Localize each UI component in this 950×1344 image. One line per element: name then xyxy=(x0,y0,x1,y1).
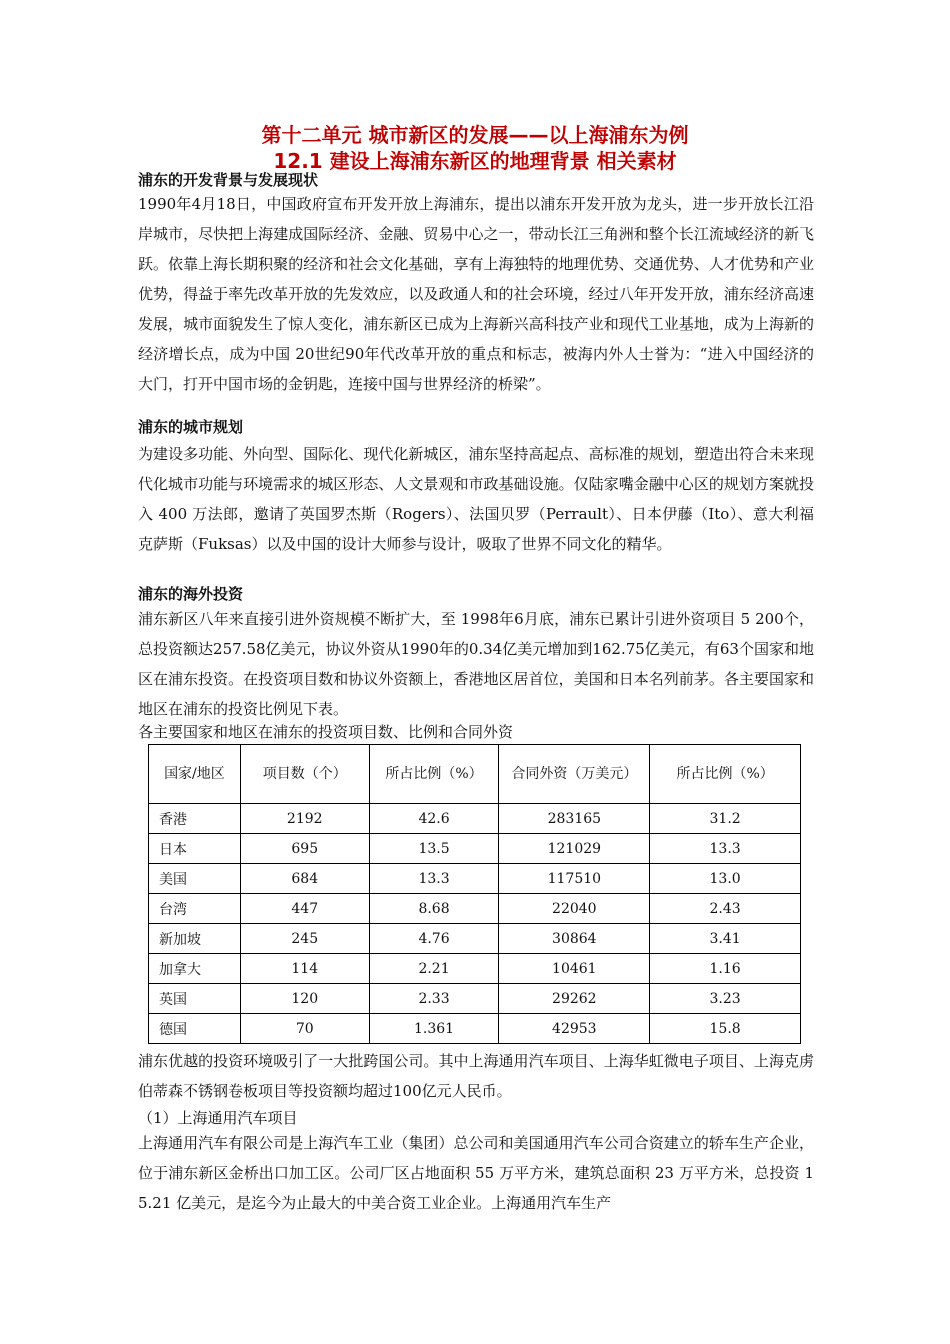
cell-contract-capital: 117510 xyxy=(499,864,650,894)
cell-country: 加拿大 xyxy=(149,954,241,984)
header-project-count: 项目数（个） xyxy=(240,745,369,804)
table-row xyxy=(149,954,801,984)
cell-project-share: 8.68 xyxy=(369,894,499,924)
cell-contract-capital: 283165 xyxy=(499,804,650,834)
cell-contract-capital: 42953 xyxy=(499,1014,650,1044)
cell-contract-capital: 30864 xyxy=(499,924,650,954)
cell-contract-capital: 29262 xyxy=(499,984,650,1014)
cell-capital-share: 1.16 xyxy=(650,954,801,984)
cell-project-share: 4.76 xyxy=(369,924,499,954)
table-caption: 各主要国家和地区在浦东的投资项目数、比例和合同外资 xyxy=(138,723,514,741)
cell-country: 新加坡 xyxy=(149,924,241,954)
table-header-row xyxy=(149,745,801,804)
cell-capital-share: 3.41 xyxy=(650,924,801,954)
header-project-share: 所占比例（%） xyxy=(369,745,499,804)
cell-project-share: 1.361 xyxy=(369,1014,499,1044)
cell-capital-share: 15.8 xyxy=(650,1014,801,1044)
paragraph-multinationals: 浦东优越的投资环境吸引了一大批跨国公司。其中上海通用汽车项目、上海华虹微电子项目、上海克虏伯蒂森不锈钢卷板项目等投资额均超过100亿元人民币。 xyxy=(138,1052,814,1100)
cell-project-count: 120 xyxy=(240,984,369,1014)
table-row xyxy=(149,984,801,1014)
cell-project-count: 447 xyxy=(240,894,369,924)
cell-country: 德国 xyxy=(149,1014,241,1044)
header-country: 国家/地区 xyxy=(149,745,241,804)
cell-contract-capital: 22040 xyxy=(499,894,650,924)
cell-project-count: 245 xyxy=(240,924,369,954)
document-title: 第十二单元 城市新区的发展——以上海浦东为例 xyxy=(261,123,689,147)
table-row xyxy=(149,804,801,834)
paragraph-planning: 为建设多功能、外向型、国际化、现代化新城区，浦东坚持高起点、高标准的规划，塑造出符合未来现代化城市功能与环境需求的城区形态、人文景观和市政基础设施。仅陆家嘴金融中心区的规划方案就投入 400 万法郎，邀请了英国罗杰斯（Rogers）、法国贝罗（Perrault）、日本伊藤（Ito）、意大利福克萨斯（Fuksas）以及中国的设计大师参与设计，吸取了世界不同文化的精华。 xyxy=(138,445,814,553)
investment-table xyxy=(148,744,801,1044)
paragraph-investment: 浦东新区八年来直接引进外资规模不断扩大，至 1998年6月底，浦东已累计引进外资项目 5 200个，总投资额达257.58亿美元，协议外资从1990年的0.34亿美元增加到162.75亿美元，有63个国家和地区在浦东投资。在投资项目数和协议外资额上，香港地区居首位，美国和日本名列前茅。各主要国家和地区在浦东的投资比例见下表。 xyxy=(138,610,814,718)
cell-project-count: 70 xyxy=(240,1014,369,1044)
table-row xyxy=(149,924,801,954)
cell-capital-share: 13.0 xyxy=(650,864,801,894)
cell-project-count: 684 xyxy=(240,864,369,894)
cell-capital-share: 13.3 xyxy=(650,834,801,864)
cell-project-share: 13.5 xyxy=(369,834,499,864)
header-capital-share: 所占比例（%） xyxy=(650,745,801,804)
paragraph-background: 1990年4月18日，中国政府宣布开发开放上海浦东，提出以浦东开发开放为龙头，进一步开放长江沿岸城市，尽快把上海建成国际经济、金融、贸易中心之一，带动长江三角洲和整个长江流域经济的新飞跃。依靠上海长期积聚的经济和社会文化基础，享有上海独特的地理优势、交通优势、人才优势和产业优势，得益于率先改革开放的先发效应，以及政通人和的社会环境，经过八年开发开放，浦东经济高速发展，城市面貌发生了惊人变化，浦东新区已成为上海新兴高科技产业和现代工业基地，成为上海新的经济增长点，成为中国 20世纪90年代改革开放的重点和标志，被海内外人士誉为：“进入中国经济的大门，打开中国市场的金钥匙，连接中国与世界经济的桥梁”。 xyxy=(138,195,814,393)
cell-project-share: 13.3 xyxy=(369,864,499,894)
section-heading-investment: 浦东的海外投资 xyxy=(138,585,244,603)
table-row xyxy=(149,864,801,894)
table-row xyxy=(149,894,801,924)
cell-capital-share: 2.43 xyxy=(650,894,801,924)
cell-capital-share: 31.2 xyxy=(650,804,801,834)
document-subtitle: 12.1 建设上海浦东新区的地理背景 相关素材 xyxy=(273,149,677,173)
cell-project-count: 2192 xyxy=(240,804,369,834)
cell-country: 日本 xyxy=(149,834,241,864)
cell-capital-share: 3.23 xyxy=(650,984,801,1014)
paragraph-gm-project: 上海通用汽车有限公司是上海汽车工业（集团）总公司和美国通用汽车公司合资建立的轿车生产企业，位于浦东新区金桥出口加工区。公司厂区占地面积 55 万平方米，建筑总面积 23 万平方米，总投资 15.21 亿美元，是迄今为止最大的中美合资工业企业。上海通用汽车生产 xyxy=(138,1134,814,1212)
cell-project-count: 695 xyxy=(240,834,369,864)
cell-country: 英国 xyxy=(149,984,241,1014)
cell-contract-capital: 10461 xyxy=(499,954,650,984)
cell-contract-capital: 121029 xyxy=(499,834,650,864)
table-row xyxy=(149,834,801,864)
cell-project-count: 114 xyxy=(240,954,369,984)
cell-project-share: 2.21 xyxy=(369,954,499,984)
cell-project-share: 42.6 xyxy=(369,804,499,834)
gm-project-heading: （1）上海通用汽车项目 xyxy=(138,1109,298,1127)
table-row xyxy=(149,1014,801,1044)
section-heading-planning: 浦东的城市规划 xyxy=(138,418,244,436)
cell-country: 台湾 xyxy=(149,894,241,924)
cell-country: 香港 xyxy=(149,804,241,834)
cell-project-share: 2.33 xyxy=(369,984,499,1014)
cell-country: 美国 xyxy=(149,864,241,894)
section-heading-background: 浦东的开发背景与发展现状 xyxy=(138,171,319,189)
header-contract-capital: 合同外资（万美元） xyxy=(499,745,650,804)
